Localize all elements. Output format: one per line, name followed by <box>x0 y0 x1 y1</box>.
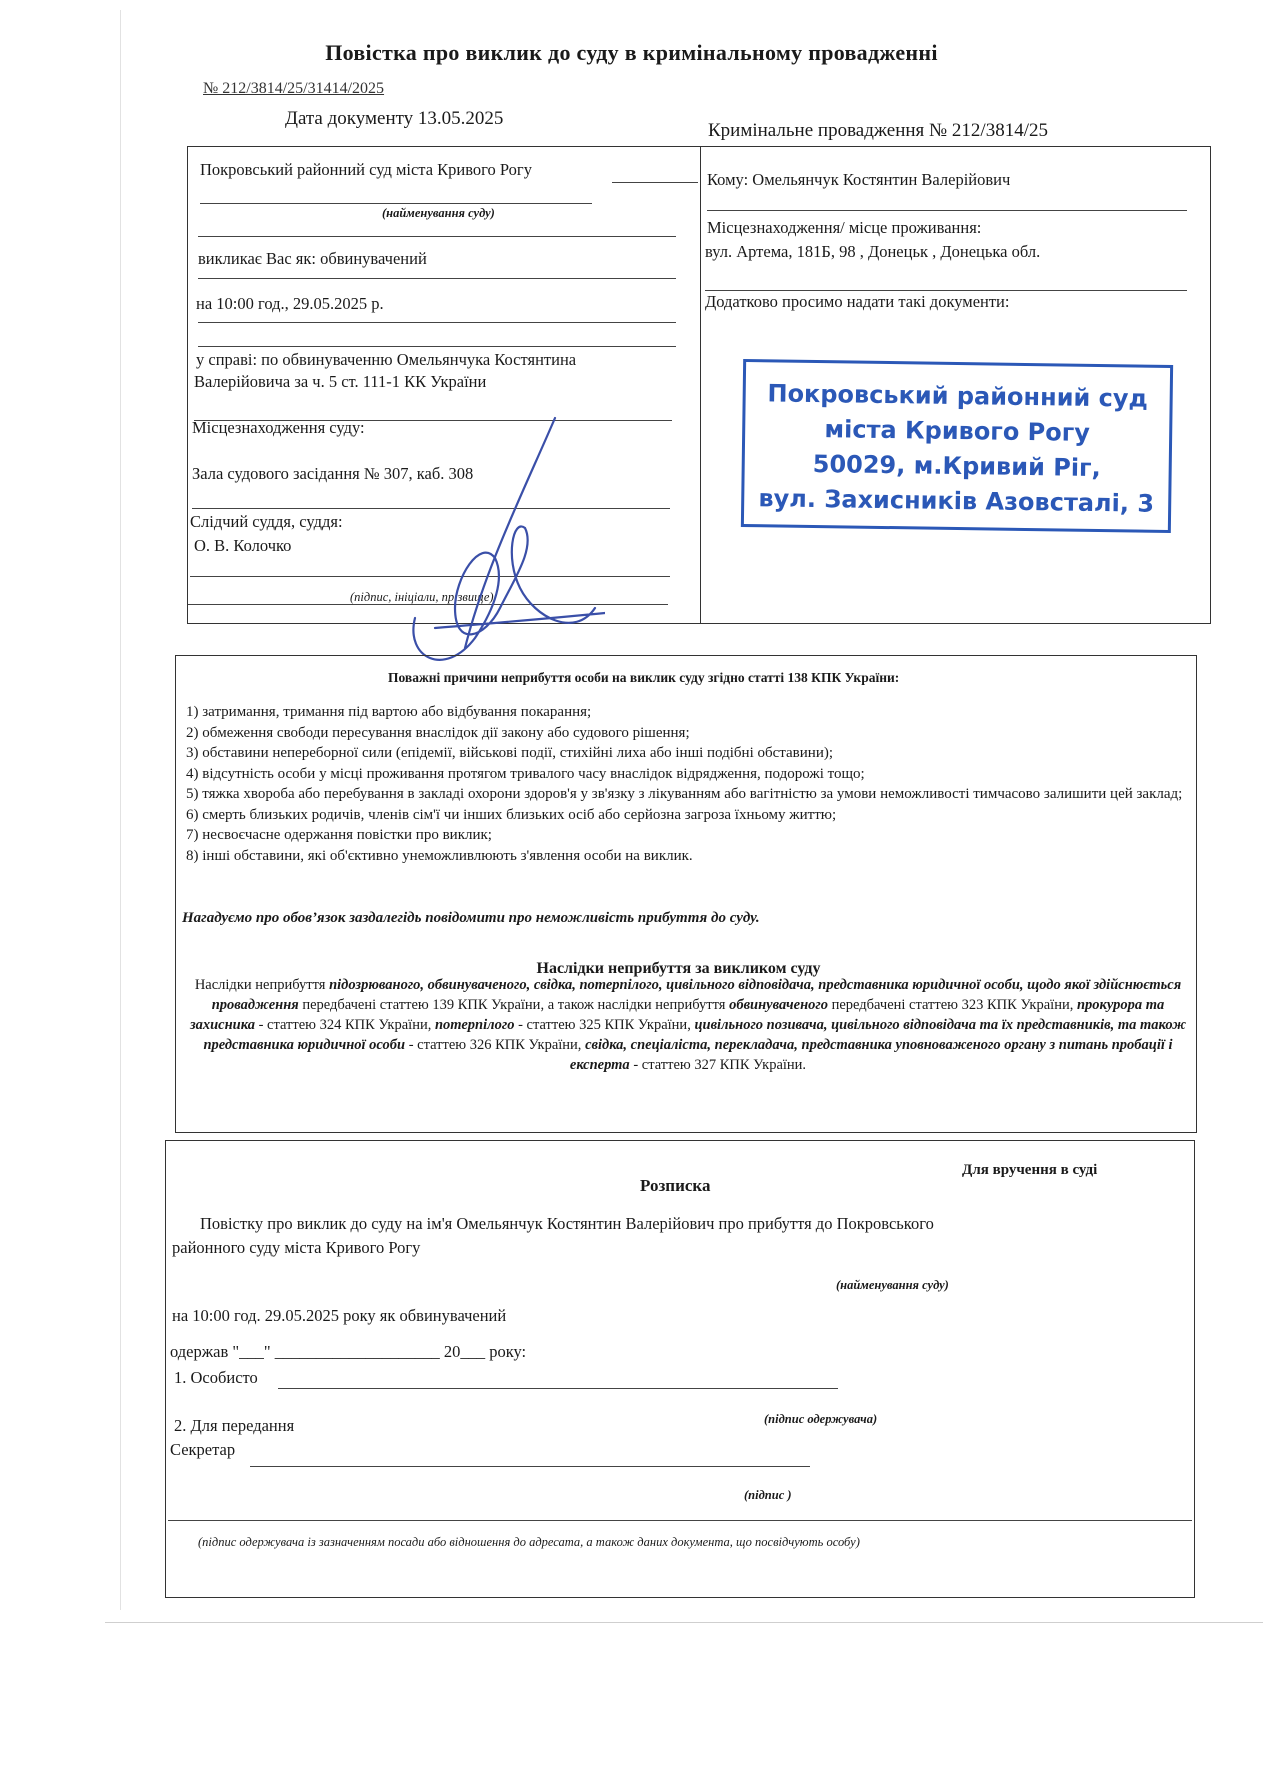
reminder-note: Нагадуємо про обов’язок заздалегідь повідомити про неможливість прибуття до суду. <box>182 910 760 926</box>
signature-stroke <box>413 418 605 660</box>
stamp-line: вул. Захисників Азовсталі, 3 <box>758 484 1155 518</box>
court-line <box>200 203 592 204</box>
reason-item: 3) обставини непереборної сили (епідемії, військові події, стихійні лиха або інші подібні обставини); <box>186 745 834 761</box>
judge-name: О. В. Колочко <box>194 536 292 555</box>
divider <box>198 346 676 347</box>
consequences-part: цивільного позивача, цивільного відповідача та їх представників, та також представника юридичної особи <box>203 1017 1187 1053</box>
receipt-text: районного суду міста Кривого Рогу <box>172 1238 421 1257</box>
court-caption: (найменування суду) <box>382 206 495 220</box>
consequences-part: свідка, спеціаліста, перекладача, представника уповноваженого органу з питань пробації і експерта <box>569 1037 1173 1073</box>
consequences-part: потерпілого <box>434 1017 515 1033</box>
secretary-label: Секретар <box>170 1440 236 1459</box>
receipt-box <box>165 1140 1195 1598</box>
reason-item: 4) відсутність особи у місці проживання протягом тривалого часу внаслідок відрядження, подорожі тощо; <box>186 765 865 782</box>
consequences-part: підозрюваного, обвинуваченого, свідка, потерпілого, цивільного відповідача, представника юридичної особи, щодо якої здійснюється провадження <box>211 977 1182 1013</box>
divider <box>168 1520 1192 1521</box>
address-label: Місцезнаходження/ місце проживання: <box>707 218 982 237</box>
receipt-text: Повістку про виклик до суду на ім'я Омельянчук Костянтин Валерійович про прибуття до Покровського <box>200 1214 934 1233</box>
divider <box>198 322 676 323</box>
consequences-text <box>178 975 1198 1075</box>
summons-time: на 10:00 год., 29.05.2025 р. <box>196 294 384 313</box>
court-underline <box>612 182 698 183</box>
reason-item: 5) тяжка хвороба або перебування в закладі охорони здоров'я у зв'язку з лікуванням або вагітністю за умови неможливості тимчасово залишити цей заклад; <box>186 786 1183 802</box>
stamp-line: міста Кривого Рогу <box>824 415 1091 447</box>
reason-item: 8) інші обставини, які об'єктивно унеможливлюють з'явлення особи на виклик. <box>186 847 693 864</box>
divider <box>705 290 1187 291</box>
court-location-label: Місцезнаходження суду: <box>192 418 365 437</box>
recipient-address: вул. Артема, 181Б, 98 , Донецьк , Донецька обл. <box>705 242 1041 261</box>
page-edge <box>105 1622 1263 1623</box>
court-caption: (найменування суду) <box>836 1278 949 1292</box>
court-name: Покровський районний суд міста Кривого Рогу <box>200 160 532 179</box>
consequences-part: - статтею 324 КПК України, <box>254 1017 435 1033</box>
recipient: Кому: Омельянчук Костянтин Валерійович <box>707 170 1011 189</box>
column-divider <box>700 146 701 624</box>
page-edge <box>120 10 121 1610</box>
reason-item: 7) несвоєчасне одержання повістки про виклик; <box>186 827 492 843</box>
receipt-title: Розписка <box>640 1176 711 1195</box>
stamp-line: 50029, м.Кривий Ріг, <box>812 449 1101 483</box>
consequences-part: обвинуваченого <box>729 997 828 1013</box>
case-number: Кримінальне провадження № 212/3814/25 <box>708 120 1048 141</box>
reasons-title: Поважні причини неприбуття особи на виклик суду згідно статті 138 КПК України: <box>388 670 900 685</box>
consequences-part: - статтею 326 КПК України, <box>405 1037 586 1053</box>
consequences-part: - статтею 325 КПК України, <box>514 1017 695 1033</box>
consequences-title: Наслідки неприбуття за викликом суду <box>536 960 821 977</box>
footer-caption: (підпис одержувача із зазначенням посади або відношення до адресата, а також даних документа, що посвідчують особу) <box>198 1535 860 1549</box>
court-stamp <box>741 359 1173 533</box>
signature-caption: (підпис, ініціали, прізвище) <box>350 590 494 604</box>
reason-item: 2) обмеження свободи пересування внаслідок дії закону або судового рішення; <box>186 724 690 741</box>
divider <box>707 210 1187 211</box>
summons-role: викликає Вас як: обвинувачений <box>198 249 427 268</box>
judge-label: Слідчий суддя, суддя: <box>190 512 343 531</box>
recipient-signature-caption: (підпис одержувача) <box>764 1412 878 1426</box>
transfer-label: 2. Для передання <box>174 1416 295 1435</box>
courtroom: Зала судового засідання № 307, каб. 308 <box>192 464 474 483</box>
receipt-time: на 10:00 год. 29.05.2025 року як обвинувачений <box>172 1306 507 1325</box>
judge-signature <box>375 408 605 678</box>
divider <box>198 278 676 279</box>
signature-line <box>278 1388 838 1389</box>
personally-label: 1. Особисто <box>174 1368 258 1387</box>
consequences-part: - статтею 327 КПК України. <box>629 1057 807 1073</box>
secretary-signature-caption: (підпис ) <box>744 1488 792 1502</box>
stamp-line: Покровський районний суд <box>767 379 1149 413</box>
case-description: Валерійовича за ч. 5 ст. 111-1 КК України <box>194 372 487 391</box>
additional-documents-label: Додатково просимо надати такі документи: <box>705 292 1010 311</box>
received-date: одержав "___" ____________________ 20___ року: <box>170 1342 527 1361</box>
reason-item: 6) смерть близьких родичів, членів сім'ї чи інших близьких осіб або серйозна загроза їхньому життю; <box>186 806 837 823</box>
reasons-list <box>186 676 1208 866</box>
document-number: № 212/3814/25/31414/2025 <box>203 80 385 97</box>
consequences-part: Наслідки неприбуття <box>194 977 330 993</box>
document-date: Дата документу 13.05.2025 <box>285 108 504 129</box>
reason-item: 1) затримання, тримання під вартою або відбування покарання; <box>186 704 592 720</box>
page-title: Повістка про виклик до суду в кримінальному провадженні <box>325 40 938 65</box>
for-court-label: Для вручення в суді <box>962 1162 1098 1178</box>
consequences-part: передбачені статтею 139 КПК України, а також наслідки неприбуття <box>298 997 730 1013</box>
consequences-part: прокурора та захисника <box>189 997 1165 1033</box>
consequences-part: передбачені статтею 323 КПК України, <box>827 997 1077 1013</box>
signature-line <box>250 1466 810 1467</box>
divider <box>198 236 676 237</box>
case-description: у справі: по обвинуваченню Омельянчука Костянтина <box>196 350 577 369</box>
